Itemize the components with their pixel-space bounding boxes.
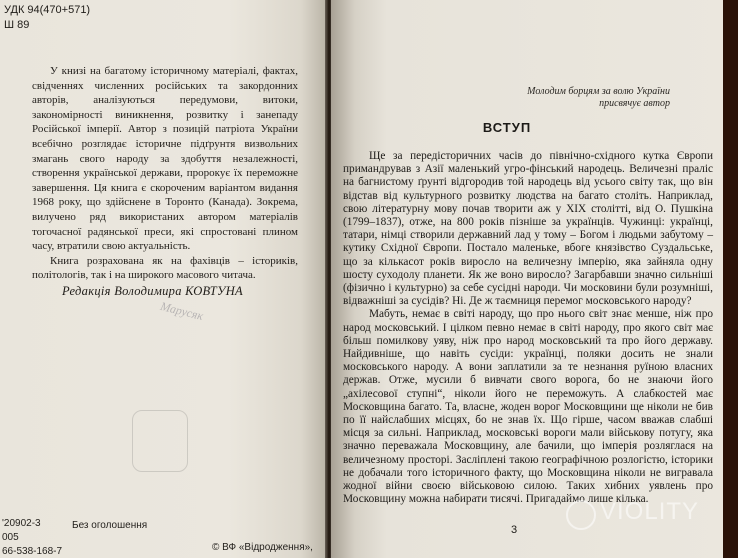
stamp-text: Марусяк bbox=[159, 298, 205, 324]
page-edge-shadow bbox=[723, 0, 731, 558]
chapter-body bbox=[343, 150, 713, 506]
chapter-title: ВСТУП bbox=[482, 120, 532, 135]
watermark-text: VIOLITY bbox=[600, 498, 700, 525]
watermark-logo-icon bbox=[566, 500, 596, 530]
annotation-paragraph: У книзі на багатому історичному матеріалі, фактах, свідченнях численних російських та закордонних авторів, аналізуються передумови, витоки, закономірності виникнення, розвитку і занепаду Російської імперії. Автор з позицій патріота України всебічно розглядає історичне підґрунтя визвольних змагань свого народу за здобуття незалежності, створення української держави, пророкує їх переможне завершення. Ця книга є скороченим варіантом видання 1968 року, що здійснене в Торонто (Канада). Зокрема, вилучено ряд використаних автором матеріалів тогочасної радянської преси, які спростовані плином часу, втратили свою актуальність. bbox=[32, 65, 298, 253]
copyright: © ВФ «Відродження», bbox=[212, 542, 313, 553]
annotation bbox=[32, 64, 298, 283]
no-ads-note: Без оголошення bbox=[72, 520, 148, 531]
left-page bbox=[0, 0, 327, 558]
isbn-bottom: 66-538-168-7 bbox=[2, 546, 63, 557]
annotation-paragraph: Книга розрахована як на фахівців – істориків, політологів, так і на широкого масового читача. bbox=[32, 254, 298, 282]
ink-stamp bbox=[140, 290, 327, 400]
page-number: 3 bbox=[511, 524, 518, 536]
body-paragraph: Ще за передісторичних часів до північно-східного кутка Європи примандрував з Азії маленький угро-фінський народець. Величезні праліс на багнистому ґрунті відгородив той народець від усього світу так, що він відстав від культурного розвитку людства на багато століть. Наприклад, свою літературну мову почав творити аж у XIX столітті, від О. Пушкіна (1799–1837), отже, на 800 років пізніше за українців. Чужинці: українці, татари, німці створили державний лад у тому – Богом і людьми забутому – кутику Східної Європи. Постало маленьке, вбоге князівство Суздальське, що за кількасот років виросло на величезну імперію, яка зайняла одну шосту суходолу планети. Як же воно виросло? Загарбавши значно сильніші (фізично і культурно) за себе сусідні народи. Чи московини були розумнішi, відважніші за сусідів? Ні. Де ж таємниця перемог московського народу? bbox=[343, 150, 713, 308]
dedication: Молодим борцям за волю України присвячує автор bbox=[527, 86, 670, 109]
editorial-credit: Редакція Володимира КОВТУНА bbox=[62, 284, 243, 298]
faded-emblem-icon bbox=[132, 410, 188, 472]
isbn-top: '20902-3 bbox=[2, 518, 41, 529]
year: 005 bbox=[2, 532, 19, 543]
body-paragraph: Мабуть, немає в світі народу, що про нього світ знає менше, ніж про народ московський. І цілком певно немає в світі народу, про якого світ має більш помилкову уяву, ніж про народ московський та про його державу. Найдивніше, що навіть сусіди: українці, поляки досить не знали московського народу. А вони заплатили за те незнання руїною власних держав. Отже, мусили б вивчати свого ворога, бо не знаючи його „ахілесової ступні“, ніколи його не переможуть. А слабкостей має Московщина багато. Та, власне, жоден ворог Московщини ще ніколи не бив по її найслабших місцях, бо не знав їх. Що гірше, часом вважав слабші місця за сильні. Наприклад, московські вороги мали військову потугу, яка значно переважала Московщину, але бачили, що імперія розляглася на величезному просторі. Засліплені такою географічною розлогістю, історики не добачали того історичного факту, що Московщина ніколи не вигравала жодної війни своєю військовою силою. Таких хибних уявлень про Московщину можна набирати тисячі. Пригадаймо лише кілька. bbox=[343, 308, 713, 506]
udc-code: УДК 94(470+571) bbox=[4, 4, 91, 16]
catalog-code: Ш 89 bbox=[4, 19, 30, 31]
